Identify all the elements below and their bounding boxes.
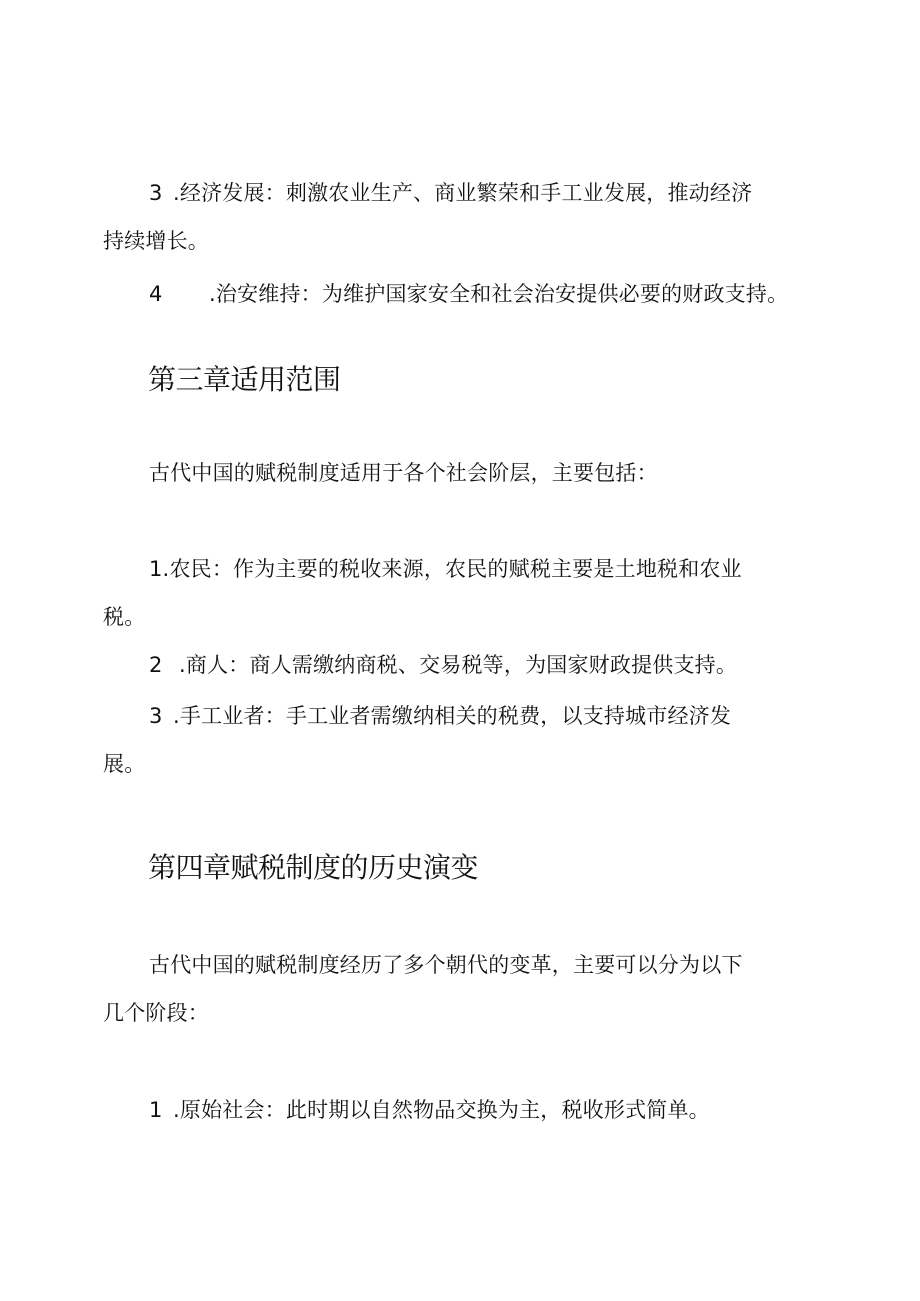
list-item	[149, 651, 737, 679]
list-item-number: 2	[149, 653, 163, 677]
list-item-continuation: 持续增长。	[103, 229, 209, 253]
list-item-text: .商人：商人需缴纳商税、交易税等，为国家财政提供支持。	[179, 653, 738, 677]
list-item-continuation: 税。	[103, 605, 146, 629]
list-item	[149, 179, 752, 207]
list-item-number: 3	[149, 181, 163, 205]
list-item-text: .经济发展：刺激农业生产、商业繁荣和手工业发展，推动经济	[173, 181, 753, 205]
paragraph: 古代中国的赋税制度经历了多个朝代的变革，主要可以分为以下	[149, 953, 743, 977]
paragraph: 古代中国的赋税制度适用于各个社会阶层，主要包括：	[149, 461, 658, 485]
list-item-text: .治安维持：为维护国家安全和社会治安提供必要的财政支持。	[209, 282, 789, 306]
list-item	[149, 1096, 710, 1124]
list-item	[149, 702, 731, 730]
chapter-heading: 第三章适用范围	[148, 363, 341, 396]
chapter-heading: 第四章赋税制度的历史演变	[148, 851, 479, 884]
list-item-number: 3	[149, 704, 163, 728]
list-item-number: 4	[149, 282, 163, 306]
list-item	[149, 280, 788, 308]
list-item-number: 1	[149, 1098, 163, 1122]
list-item-continuation: 展。	[103, 752, 146, 776]
list-item-text: .原始社会：此时期以自然物品交换为主，税收形式简单。	[173, 1098, 710, 1122]
list-item-text: 农民：作为主要的税收来源，农民的赋税主要是土地税和农业	[169, 557, 742, 581]
list-item	[149, 555, 742, 583]
list-item-text: .手工业者：手工业者需缴纳相关的税费，以支持城市经济发	[173, 704, 732, 728]
paragraph-continuation: 几个阶段：	[103, 1001, 209, 1025]
list-item-number: 1.	[149, 557, 170, 581]
